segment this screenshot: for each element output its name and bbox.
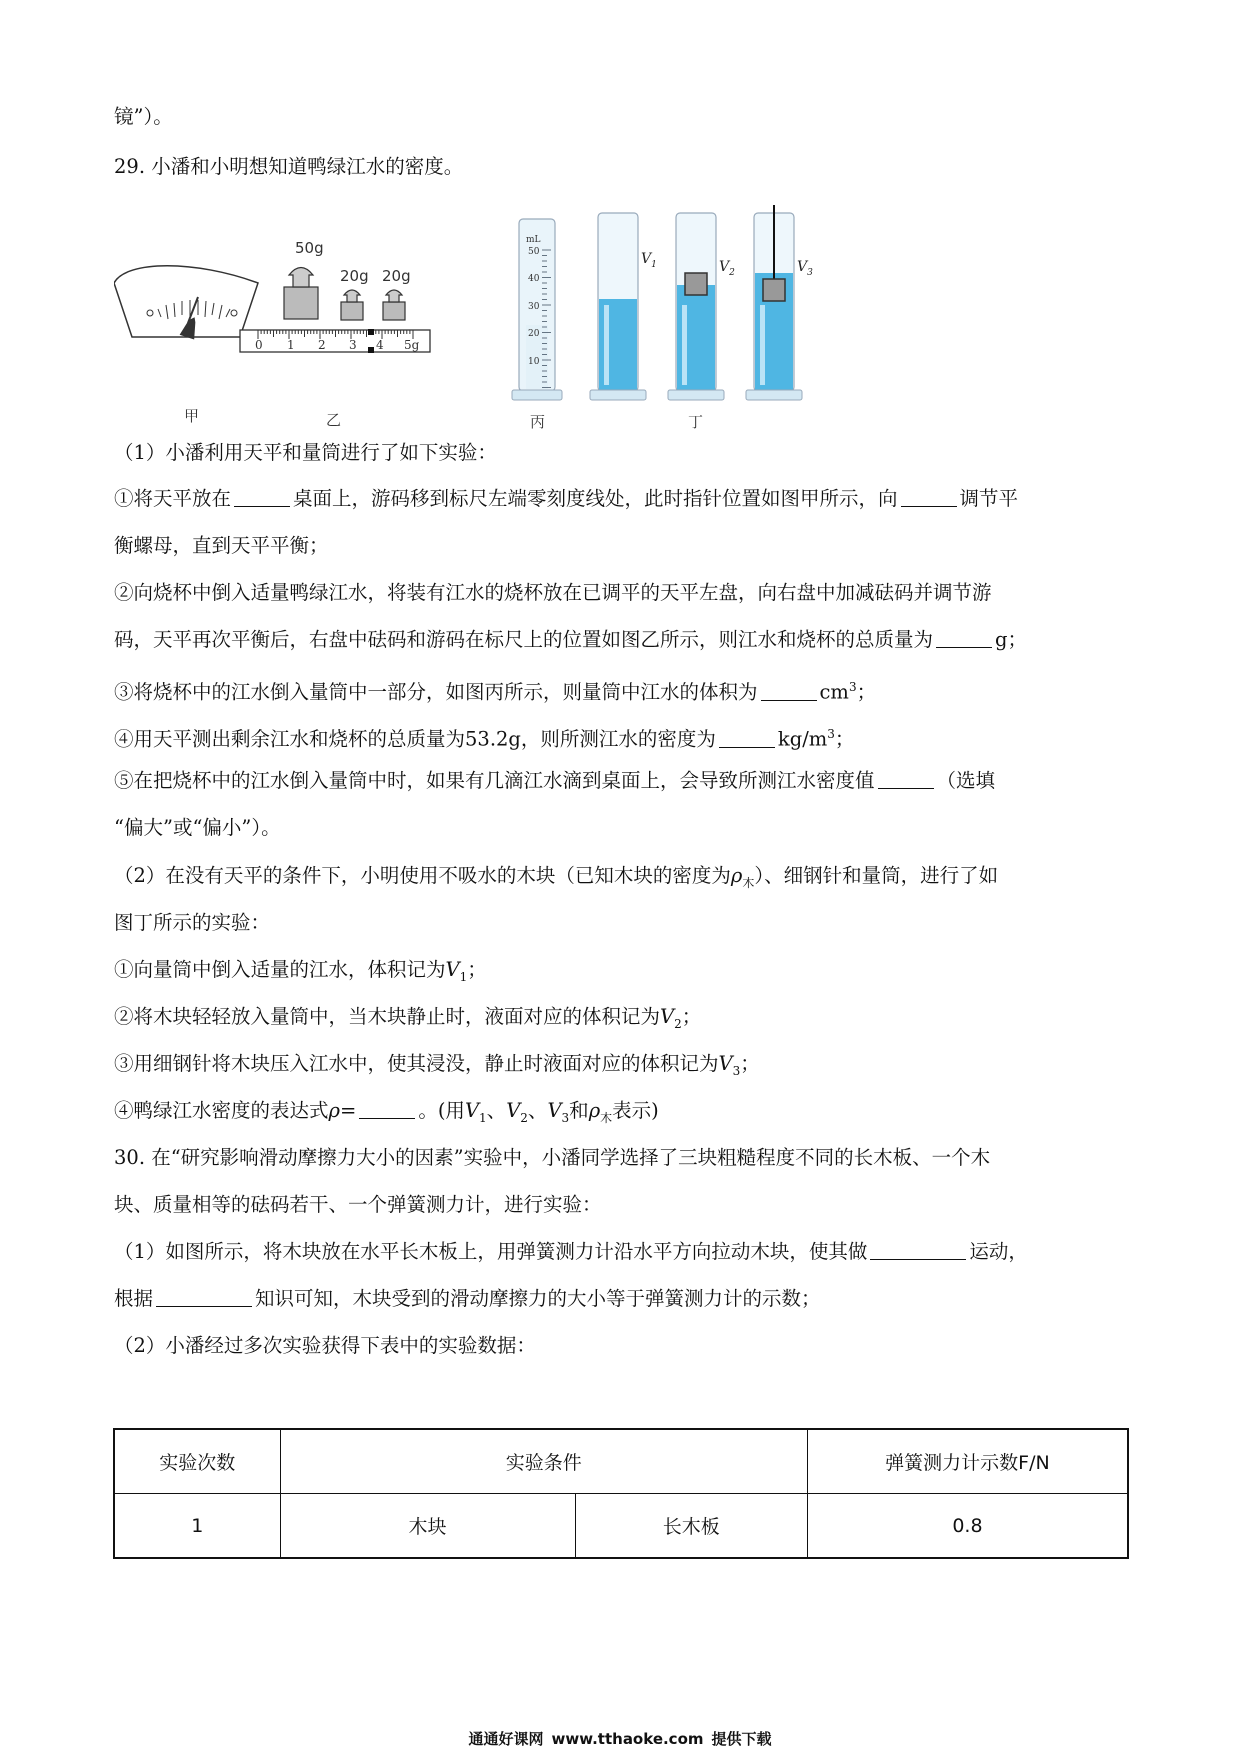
q30-part-1-cont: 根据 知识可知，木块受到的滑动摩擦力的大小等于弹簧测力计的示数； bbox=[114, 1287, 821, 1310]
table-row bbox=[114, 1494, 1128, 1559]
question-30-title: 30. 在“研究影响滑动摩擦力大小的因素”实验中，小潘同学选择了三块粗糙程度不同的长木板、一个木 bbox=[114, 1146, 991, 1169]
scale-tick-label: 3 bbox=[349, 338, 357, 352]
answer-blank[interactable] bbox=[156, 1286, 252, 1307]
answer-blank[interactable] bbox=[870, 1239, 966, 1260]
scale-tick-label: 2 bbox=[318, 338, 326, 352]
step-1-cont: 衡螺母，直到天平平衡； bbox=[114, 534, 329, 557]
balance-dial bbox=[114, 266, 258, 339]
weight-label-50g: 50g bbox=[295, 239, 324, 257]
table-cell: 1 bbox=[114, 1494, 280, 1559]
answer-blank[interactable] bbox=[359, 1098, 415, 1119]
cylinder-tick-label: 20 bbox=[528, 329, 540, 339]
cylinder-tick-label: 50 bbox=[528, 247, 540, 257]
cylinder-v2 bbox=[668, 213, 724, 400]
table-cell: 木块 bbox=[280, 1494, 575, 1559]
scale-tick-label: 1 bbox=[287, 338, 295, 352]
step-5-cont: “偏大”或“偏小”）。 bbox=[114, 816, 281, 839]
step-3: ③将烧杯中的江水倒入量筒中一部分，如图丙所示，则量筒中江水的体积为 $cm^3$； bbox=[114, 680, 877, 704]
text-line: 镜”）。 bbox=[114, 105, 173, 128]
trial-step-4: ④鸭绿江水密度的表达式ρ= 。(用$V_1$、$V_2$、$V_3$和$\rho_木$表示) bbox=[114, 1099, 659, 1125]
cylinder-v1 bbox=[590, 213, 646, 400]
experiment-figures bbox=[114, 205, 834, 435]
q30-part-1: （1）如图所示，将木块放在水平长木板上，用弹簧测力计沿水平方向拉动木块，使其做 运动， bbox=[114, 1240, 1028, 1263]
scale-tick-label: 0 bbox=[255, 338, 263, 352]
volume-label-v1: $V_1$ bbox=[641, 251, 657, 270]
figure-label-yi: 乙 bbox=[326, 411, 342, 429]
question-30-cont: 块、质量相等的砝码若干、一个弹簧测力计，进行实验： bbox=[114, 1193, 602, 1216]
weight-label-20g: 20g bbox=[340, 267, 369, 285]
trial-step-3: ③用细钢针将木块压入江水中，使其浸没，静止时液面对应的体积记为$V_3$； bbox=[114, 1052, 760, 1078]
cylinder-tick-label: 10 bbox=[528, 357, 540, 367]
weight-label-20g: 20g bbox=[382, 267, 411, 285]
figure-label-jia: 甲 bbox=[184, 407, 200, 425]
page-footer bbox=[0, 1728, 1240, 1749]
table-header-cell: 弹簧测力计示数F/N bbox=[807, 1429, 1128, 1494]
answer-blank[interactable] bbox=[234, 486, 290, 507]
table-header-row bbox=[114, 1429, 1128, 1494]
answer-blank[interactable] bbox=[719, 727, 775, 748]
volume-label-v2: $V_2$ bbox=[719, 259, 735, 278]
table-cell: 0.8 bbox=[807, 1494, 1128, 1559]
question-29-title: 29. 小潘和小明想知道鸭绿江水的密度。 bbox=[114, 155, 464, 178]
figure-label-bing: 丙 bbox=[530, 413, 546, 431]
answer-blank[interactable] bbox=[761, 680, 817, 701]
step-1: ①将天平放在 桌面上，游码移到标尺左端零刻度线处，此时指针位置如图甲所示，向 调节平 bbox=[114, 487, 1019, 510]
part-2-cont: 图丁所示的实验： bbox=[114, 911, 271, 934]
step-2-cont: 码，天平再次平衡后，右盘中砝码和游码在标尺上的位置如图乙所示，则江水和烧杯的总质量为 g； bbox=[114, 628, 1027, 651]
part-1-title: （1）小潘利用天平和量筒进行了如下实验： bbox=[114, 441, 497, 464]
step-5: ⑤在把烧杯中的江水倒入量筒中时，如果有几滴江水滴到桌面上，会导致所测江水密度值 （选填 bbox=[114, 769, 996, 792]
cylinder-v3 bbox=[746, 205, 802, 400]
footer-text: 提供下载 bbox=[711, 1730, 772, 1748]
q30-part-2: （2）小潘经过多次实验获得下表中的实验数据： bbox=[114, 1334, 536, 1357]
trial-step-1: ①向量筒中倒入适量的江水，体积记为$V_1$； bbox=[114, 958, 487, 984]
figure-label-ding: 丁 bbox=[688, 413, 704, 431]
footer-site-name: 通通好课网 bbox=[468, 1730, 544, 1748]
step-2: ②向烧杯中倒入适量鸭绿江水，将装有江水的烧杯放在已调平的天平左盘，向右盘中加减砝码并调节游 bbox=[114, 581, 992, 604]
scale-tick-label: 5g bbox=[404, 338, 420, 352]
part-2-title: （2）在没有天平的条件下，小明使用不吸水的木块（已知木块的密度为$\rho_木$）、细钢针和量筒，进行了如 bbox=[114, 864, 999, 890]
step-4: ④用天平测出剩余江水和烧杯的总质量为53.2g，则所测江水的密度为 $kg/m^3$； bbox=[114, 727, 855, 751]
trial-step-2: ②将木块轻轻放入量筒中，当木块静止时，液面对应的体积记为$V_2$； bbox=[114, 1005, 702, 1031]
data-table bbox=[113, 1428, 1129, 1559]
answer-blank[interactable] bbox=[878, 768, 934, 789]
footer-url[interactable]: www.tthaoke.com bbox=[551, 1730, 704, 1748]
cylinder-unit: mL bbox=[526, 235, 541, 245]
answer-blank[interactable] bbox=[901, 486, 957, 507]
cylinder-tick-label: 40 bbox=[528, 274, 540, 284]
table-cell: 长木板 bbox=[575, 1494, 807, 1559]
cylinder-tick-label: 30 bbox=[528, 302, 540, 312]
scale-tick-label: 4 bbox=[376, 338, 384, 352]
table-header-cell: 实验次数 bbox=[114, 1429, 280, 1494]
answer-blank[interactable] bbox=[936, 627, 992, 648]
table-header-cell: 实验条件 bbox=[280, 1429, 807, 1494]
volume-label-v3: $V_3$ bbox=[797, 259, 813, 278]
